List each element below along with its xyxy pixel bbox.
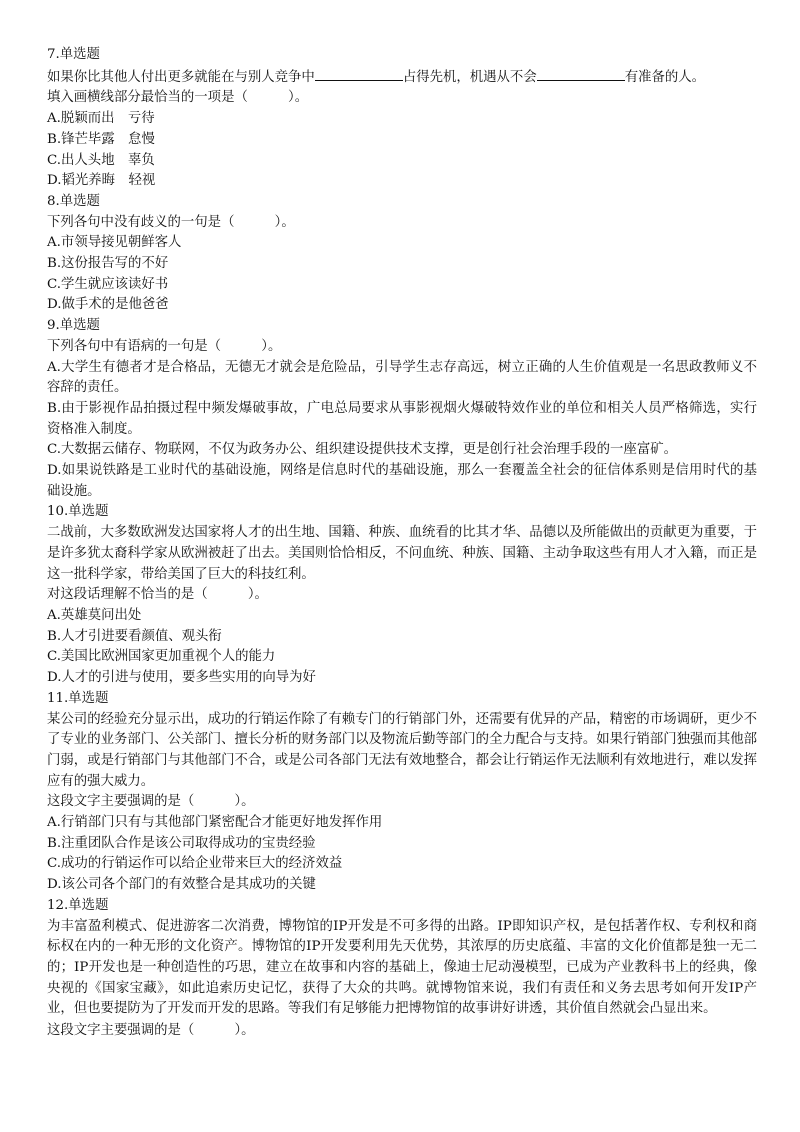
question-10-header: 10.单选题 xyxy=(47,504,109,520)
stem-part-3: 有准备的人。 xyxy=(624,69,706,85)
question-10-prompt: 对这段话理解不恰当的是（ ）。 xyxy=(47,587,268,603)
option-b[interactable]: B.锋芒毕露 怠慢 xyxy=(47,131,155,147)
option-d[interactable]: D.人才的引进与使用，要多些实用的向导为好 xyxy=(47,670,316,686)
question-8-header: 8.单选题 xyxy=(47,193,100,209)
stem-part-2: 占得先机，机遇从不会 xyxy=(402,69,537,85)
question-12-header: 12.单选题 xyxy=(47,897,109,913)
option-a[interactable]: A.市领导接见朝鲜客人 xyxy=(47,235,182,251)
option-a[interactable]: A.大学生有德者才是合格品，无德无才就会是危险品，引导学生志存高远，树立正确的人生价值观是一名思政教师义不容辞的责任。 xyxy=(47,359,757,396)
option-b[interactable]: B.人才引进要看颜值、观头衔 xyxy=(47,628,222,644)
question-12-prompt: 这段文字主要强调的是（ ）。 xyxy=(47,1023,255,1039)
question-9-header: 9.单选题 xyxy=(47,318,100,334)
option-c[interactable]: C.成功的行销运作可以给企业带来巨大的经济效益 xyxy=(47,856,343,872)
question-12 xyxy=(47,896,757,1042)
question-10 xyxy=(47,502,757,688)
question-9 xyxy=(47,316,757,502)
fill-blank-1 xyxy=(315,66,403,81)
option-d[interactable]: D.韬光养晦 轻视 xyxy=(47,173,156,189)
option-c[interactable]: C.大数据云储存、物联网，不仅为政务办公、组织建设提供技术支撑，更是创行社会治理手段的一座富矿。 xyxy=(47,442,677,458)
question-8 xyxy=(47,192,757,316)
fill-blank-2 xyxy=(537,66,625,81)
question-7-header: 7.单选题 xyxy=(47,47,100,62)
option-a[interactable]: A.脱颖而出 亏待 xyxy=(47,111,155,127)
question-10-passage: 二战前，大多数欧洲发达国家将人才的出生地、国籍、种族、血统看的比其才华、品德以及所能做出的贡献更为重要，于是许多犹太裔科学家从欧洲被赶了出去。美国则恰恰相反，不问血统、种族、国籍、主动争取这些有用人才入籍，而正是这一批科学家，带给美国了巨大的科技红利。 xyxy=(47,525,757,582)
question-7-stem xyxy=(47,66,757,89)
option-d[interactable]: D.如果说铁路是工业时代的基础设施，网络是信息时代的基础设施，那么一套覆盖全社会的征信体系则是信用时代的基础设施。 xyxy=(47,463,757,499)
option-d[interactable]: D.该公司各个部门的有效整合是其成功的关键 xyxy=(47,877,316,893)
question-11 xyxy=(47,689,757,896)
question-11-header: 11.单选题 xyxy=(47,690,109,706)
option-c[interactable]: C.出人头地 辜负 xyxy=(47,152,155,168)
option-c[interactable]: C.学生就应该读好书 xyxy=(47,276,169,292)
question-7-prompt: 填入画横线部分最恰当的一项是（ ）。 xyxy=(47,90,309,106)
option-d[interactable]: D.做手术的是他爸爸 xyxy=(47,297,169,313)
option-a[interactable]: A.行销部门只有与其他部门紧密配合才能更好地发挥作用 xyxy=(47,815,383,831)
question-list xyxy=(47,45,757,1042)
question-11-prompt: 这段文字主要强调的是（ ）。 xyxy=(47,794,255,810)
option-b[interactable]: B.注重团队合作是该公司取得成功的宝贵经验 xyxy=(47,835,316,851)
option-c[interactable]: C.美国比欧洲国家更加重视个人的能力 xyxy=(47,649,276,665)
option-b[interactable]: B.这份报告写的不好 xyxy=(47,256,169,272)
stem-part-1: 如果你比其他人付出更多就能在与别人竞争中 xyxy=(47,69,315,85)
option-b[interactable]: B.由于影视作品拍摄过程中频发爆破事故，广电总局要求从事影视烟火爆破特效作业的单位和相关人员严格筛选，实行资格准入制度。 xyxy=(47,400,757,437)
question-12-passage: 为丰富盈利模式、促进游客二次消费，博物馆的IP开发是不可多得的出路。IP即知识产权，是包括著作权、专利权和商标权在内的一种无形的文化资产。博物馆的IP开发要利用先天优势，其浓厚的历史底蕴、丰富的文化价值都是独一无二的；IP开发也是一种创造性的巧思，建立在故事和内容的基础上，像迪士尼动漫模型，已成为产业教科书上的经典，像央视的《国家宝藏》，如此追索历史记忆，获得了大众的共鸣。就博物馆来说，我们有责任和义务去思考如何开发IP产业，但也要提防为了开发而开发的思路。等我们有足够能力把博物馆的故事讲好讲透，其价值自然就会凸显出来。 xyxy=(47,918,757,1017)
question-8-prompt: 下列各句中没有歧义的一句是（ ）。 xyxy=(47,214,295,230)
question-11-passage: 某公司的经验充分显示出，成功的行销运作除了有赖专门的行销部门外，还需要有优异的产品，精密的市场调研，更少不了专业的业务部门、公关部门、擅长分析的财务部门以及物流后勤等部门的全力配合与支持。如果行销部门独强而其他部门弱，或是行销部门与其他部门不合，或是公司各部门无法有效地整合，都会让行销运作无法顺利有效地进行，难以发挥应有的强大威力。 xyxy=(47,711,757,789)
question-7 xyxy=(47,45,757,192)
question-9-prompt: 下列各句中有语病的一句是（ ）。 xyxy=(47,338,282,354)
option-a[interactable]: A.英雄莫问出处 xyxy=(47,607,142,623)
